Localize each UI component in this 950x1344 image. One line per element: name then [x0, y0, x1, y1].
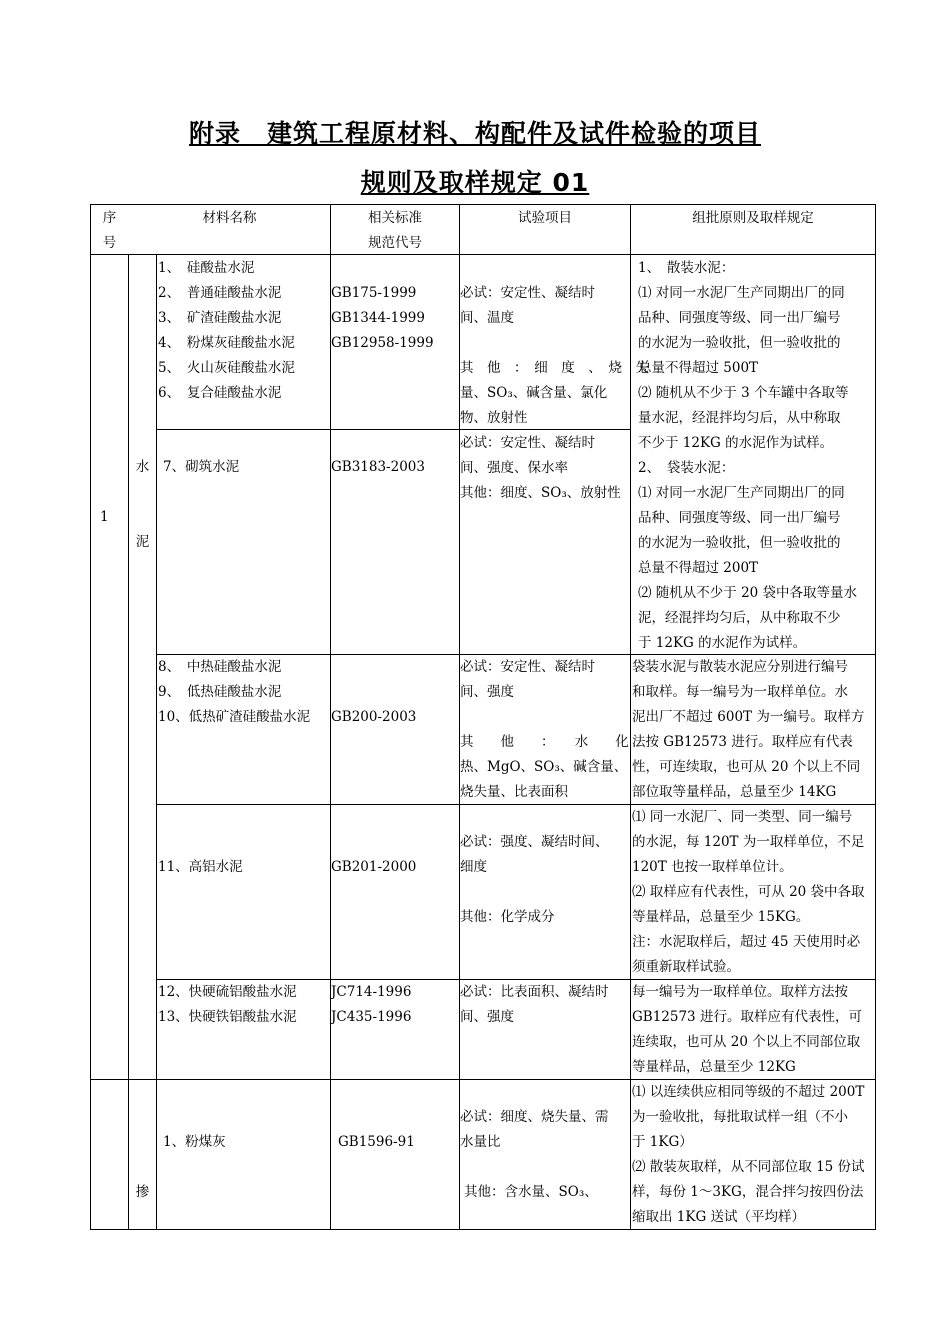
- group-category: 水 泥: [135, 459, 150, 550]
- sampling-rules: 每一编号为一取样单位。取样方法按 GB12573 进行。取样应有代表性，可 连续取，也可从 20 个以上不同部位取 等量样品，总量至少 12KG: [632, 984, 862, 1075]
- group-seq: 1: [100, 509, 109, 525]
- standard-codes: GB200-2003: [331, 709, 417, 725]
- standard-codes: GB201-2000: [331, 859, 417, 875]
- test-items: 必试：安定性、凝结时 间、强度 其 他 ： 水 化 热、MgO、SO₃、碱含量、 烧失量、比表面积: [460, 659, 629, 800]
- document-title-line-2: 规则及取样规定 01: [360, 168, 590, 197]
- material-list: 1、粉煤灰: [163, 1134, 226, 1150]
- header-rules: 组批原则及取样规定: [692, 210, 814, 226]
- test-items: 必试：安定性、凝结时 间、强度、保水率 其他：细度、SO₃、放射性: [460, 435, 621, 501]
- header-tests: 试验项目: [518, 210, 572, 226]
- material-list: 7、砌筑水泥: [163, 459, 240, 475]
- document-title-line-1: 附录 建筑工程原材料、构配件及试件检验的项目: [188, 119, 761, 148]
- sampling-rules: ⑴ 同一水泥厂、同一类型、同一编号 的水泥，每 120T 为一取样单位，不足 120T 也按一取样单位计。 ⑵ 取样应有代表性，可从 20 袋中各取 等量样品，总量至少 15KG。 注：水泥取样后，超过 45 天使用时必 须重新取样试验。: [632, 809, 865, 975]
- material-list: 1、 硅酸盐水泥 2、 普通硅酸盐水泥 3、 矿渣硅酸盐水泥 4、 粉煤灰硅酸盐水泥 5、 火山灰硅酸盐水泥 6、 复合硅酸盐水泥: [158, 260, 295, 401]
- test-items: 必试：安定性、凝结时 间、温度 其 他 ： 细 度 、 烧 失 量、SO₃、碱含量、氯化 物、放射性: [460, 285, 649, 426]
- sampling-rules: 1、 散装水泥： ⑴ 对同一水泥厂生产同期出厂的同 品种、同强度等级、同一出厂编号 的水泥为一验收批，但一验收批的 总量不得超过 500T ⑵ 随机从不少于 3 个车罐中各取等 量水泥，经混拌均匀后，从中称取 不少于 12KG 的水泥作为试样。 2、 袋装水泥： ⑴ 对同一水泥厂生产同期出厂的同 品种、同强度等级、同一出厂编号 的水泥为一验收批，但一验收批的 总量不得超过 200T ⑵ 随机从不少于 20 袋中各取等量水 泥，经混拌均匀后，从中称取不少 于 12KG 的水泥作为试样。: [638, 260, 858, 651]
- sampling-rules: 袋装水泥与散装水泥应分别进行编号 和取样。每一编号为一取样单位。水 泥出厂不超过 600T 为一编号。取样方 法按 GB12573 进行。取样应有代表 性，可连续取，也可从 20 个以上不同 部位取等量样品，总量至少 14KG: [632, 659, 865, 800]
- standard-codes: GB3183-2003: [331, 459, 425, 475]
- sampling-rules: ⑴ 以连续供应相同等级的不超过 200T 为一验收批，每批取试样一组（不小 于 1KG） ⑵ 散装灰取样，从不同部位取 15 份试 样，每份 1～3KG，混合拌匀按四份法 缩取出 1KG 送试（平均样）: [632, 1084, 865, 1225]
- standard-codes: JC714-1996 JC435-1996: [331, 984, 412, 1025]
- header-material: 材料名称: [202, 210, 257, 226]
- standard-codes: GB175-1999 GB1344-1999 GB12958-1999: [331, 285, 434, 351]
- test-items: 必试：强度、凝结时间、 细度 其他：化学成分: [460, 834, 609, 925]
- group-category: 掺: [135, 1184, 150, 1200]
- header-standard: 相关标准 规范代号: [368, 210, 422, 251]
- standard-codes: GB1596-91: [338, 1134, 415, 1150]
- header-seq: 序 号: [102, 210, 117, 251]
- material-list: 11、高铝水泥: [158, 859, 243, 875]
- material-list: 12、快硬硫铝酸盐水泥 13、快硬铁铝酸盐水泥: [158, 984, 297, 1025]
- test-items: 必试：比表面积、凝结时 间、强度: [460, 984, 609, 1025]
- test-items: 必试：细度、烧失量、需 水量比 其他：含水量、SO₃、: [460, 1109, 609, 1200]
- material-list: 8、 中热硅酸盐水泥 9、 低热硅酸盐水泥 10、低热矿渣硅酸盐水泥: [158, 659, 311, 725]
